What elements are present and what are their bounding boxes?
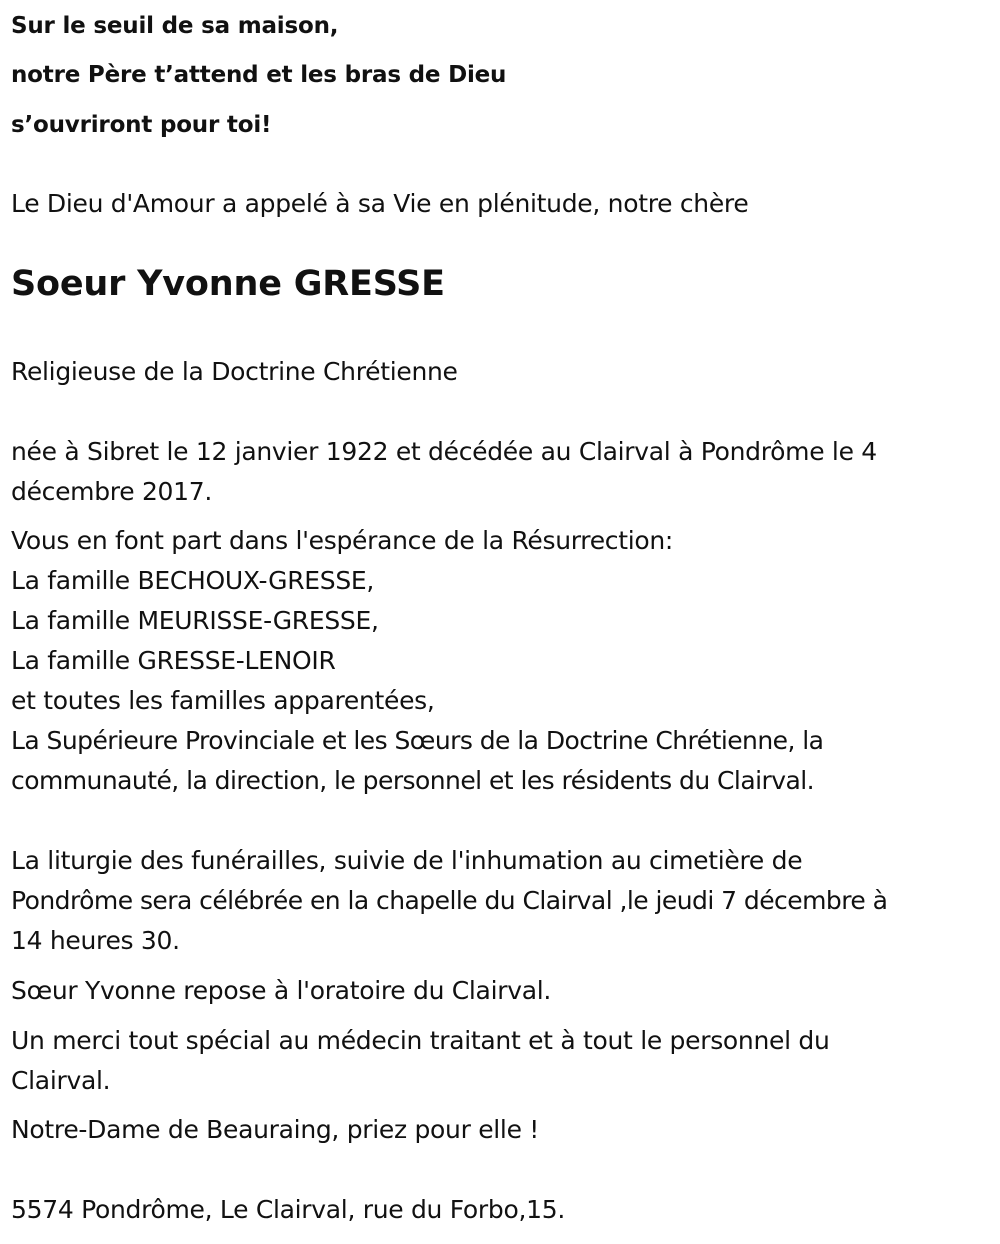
intro-text: Le Dieu d'Amour a appelé à sa Vie en plénitude, notre chère [11, 189, 749, 218]
prayer-line: Notre-Dame de Beauraing, priez pour elle ! [11, 1115, 540, 1144]
birth-death-line-1: née à Sibret le 12 janvier 1922 et décédée au Clairval à Pondrôme le 4 [11, 437, 877, 466]
funeral-line-2: Pondrôme sera célébrée en la chapelle du Clairval ,le jeudi 7 décembre à [11, 886, 888, 915]
thanks-line-1: Un merci tout spécial au médecin traitant et à tout le personnel du [11, 1026, 830, 1055]
thanks-line-2: Clairval. [11, 1066, 111, 1095]
deceased-name: Soeur Yvonne GRESSE [11, 264, 445, 304]
religious-title: Religieuse de la Doctrine Chrétienne [11, 357, 458, 386]
announcement-line-4: La famille GRESSE-LENOIR [11, 646, 336, 675]
address-line: 5574 Pondrôme, Le Clairval, rue du Forbo,15. [11, 1195, 565, 1224]
funeral-line-1: La liturgie des funérailles, suivie de l'inhumation au cimetière de [11, 846, 803, 875]
funeral-line-3: 14 heures 30. [11, 926, 180, 955]
announcement-line-6: La Supérieure Provinciale et les Sœurs de la Doctrine Chrétienne, la [11, 726, 824, 755]
rest-location: Sœur Yvonne repose à l'oratoire du Clairval. [11, 976, 552, 1005]
poem-line-1: Sur le seuil de sa maison, [11, 13, 339, 39]
announcement-line-5: et toutes les familles apparentées, [11, 686, 435, 715]
announcement-line-2: La famille BECHOUX-GRESSE, [11, 566, 375, 595]
poem-line-3: s’ouvriront pour toi! [11, 112, 272, 138]
announcement-line-7: communauté, la direction, le personnel et les résidents du Clairval. [11, 766, 815, 795]
announcement-line-1: Vous en font part dans l'espérance de la Résurrection: [11, 526, 674, 555]
announcement-line-3: La famille MEURISSE-GRESSE, [11, 606, 379, 635]
birth-death-line-2: décembre 2017. [11, 477, 213, 506]
poem-line-2: notre Père t’attend et les bras de Dieu [11, 62, 507, 88]
